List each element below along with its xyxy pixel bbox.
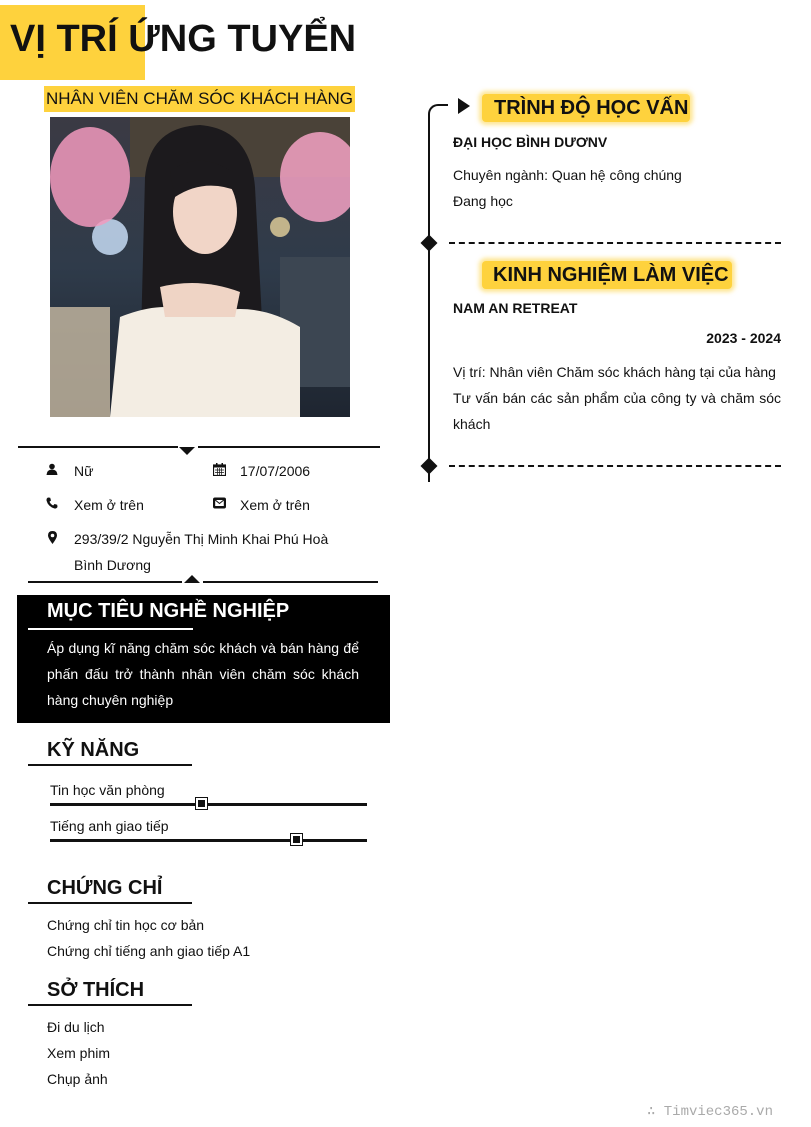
experience-company: NAM AN RETREAT: [453, 300, 578, 316]
experience-description: Tư vấn bán các sản phẩm của công ty và chăm sóc khách: [453, 390, 781, 432]
career-goal-title: MỤC TIÊU NGHỀ NGHIỆP: [47, 600, 290, 622]
divider-right: [198, 446, 380, 448]
education-school: ĐẠI HỌC BÌNH DƯƠNV: [453, 134, 608, 150]
skill-name: Tiếng anh giao tiếp: [50, 818, 169, 834]
gender-value: Nữ: [74, 463, 94, 479]
experience-period: 2023 - 2024: [706, 330, 781, 346]
divider-left: [18, 446, 178, 448]
timeline-diamond-icon: [421, 235, 438, 252]
divider-triangle-up-icon: [184, 575, 200, 583]
hobby-item: Đi du lịch: [47, 1019, 105, 1035]
profile-photo: [50, 117, 350, 417]
career-goal-underline: [28, 628, 193, 630]
timeline-diamond-icon: [421, 458, 438, 475]
experience-role: Vị trí: Nhân viên Chăm sóc khách hàng tại của hàng: [453, 364, 776, 380]
address-line1: 293/39/2 Nguyễn Thị Minh Khai Phú Hoà: [74, 531, 329, 547]
divider-left: [28, 581, 182, 583]
education-status: Đang học: [453, 193, 513, 209]
timeline-arrow-icon: [458, 98, 470, 114]
phone-icon: [45, 496, 59, 510]
hobbies-underline: [28, 1004, 192, 1006]
skill-level-marker: [196, 798, 207, 809]
applied-position: NHÂN VIÊN CHĂM SÓC KHÁCH HÀNG: [44, 86, 355, 112]
skill-level-bar: [50, 839, 367, 842]
hobbies-title: SỞ THÍCH: [47, 979, 145, 1001]
experience-title: KINH NGHIỆM LÀM VIỆC: [493, 264, 729, 286]
map-marker-icon: [45, 530, 59, 544]
education-major: Chuyên ngành: Quan hệ công chúng: [453, 167, 682, 183]
timeline-line: [428, 117, 430, 482]
email-value: Xem ở trên: [240, 497, 310, 513]
birthday-value: 17/07/2006: [240, 463, 311, 479]
certificate-item: Chứng chỉ tiếng anh giao tiếp A1: [47, 943, 251, 959]
section-separator: [449, 242, 781, 244]
section-separator: [449, 465, 781, 467]
user-icon: [45, 462, 59, 476]
skills-underline: [28, 764, 192, 766]
skill-name: Tin học văn phòng: [50, 782, 165, 798]
certificates-underline: [28, 902, 192, 904]
phone-value: Xem ở trên: [74, 497, 144, 513]
education-title: TRÌNH ĐỘ HỌC VẤN: [494, 97, 689, 119]
skill-level-marker: [291, 834, 302, 845]
page-title: VỊ TRÍ ỨNG TUYỂN: [10, 18, 357, 60]
skill-level-bar: [50, 803, 367, 806]
hobby-item: Chụp ảnh: [47, 1071, 108, 1087]
watermark: ∴ Timviec365.vn: [646, 1104, 773, 1120]
envelope-icon: [212, 496, 226, 510]
hobby-item: Xem phim: [47, 1045, 111, 1061]
calendar-icon: [212, 462, 226, 476]
address-line2: Bình Dương: [74, 557, 151, 573]
divider-right: [203, 581, 378, 583]
skills-title: KỸ NĂNG: [47, 739, 140, 761]
certificates-title: CHỨNG CHỈ: [47, 877, 163, 899]
divider-triangle-down-icon: [179, 447, 195, 455]
career-goal-text: Áp dụng kĩ năng chăm sóc khách và bán hàng để phấn đấu trở thành nhân viên chăm sóc khách hàng chuyên nghiệp: [47, 640, 359, 708]
certificate-item: Chứng chỉ tin học cơ bản: [47, 917, 205, 933]
timeline-connector: [428, 104, 448, 120]
